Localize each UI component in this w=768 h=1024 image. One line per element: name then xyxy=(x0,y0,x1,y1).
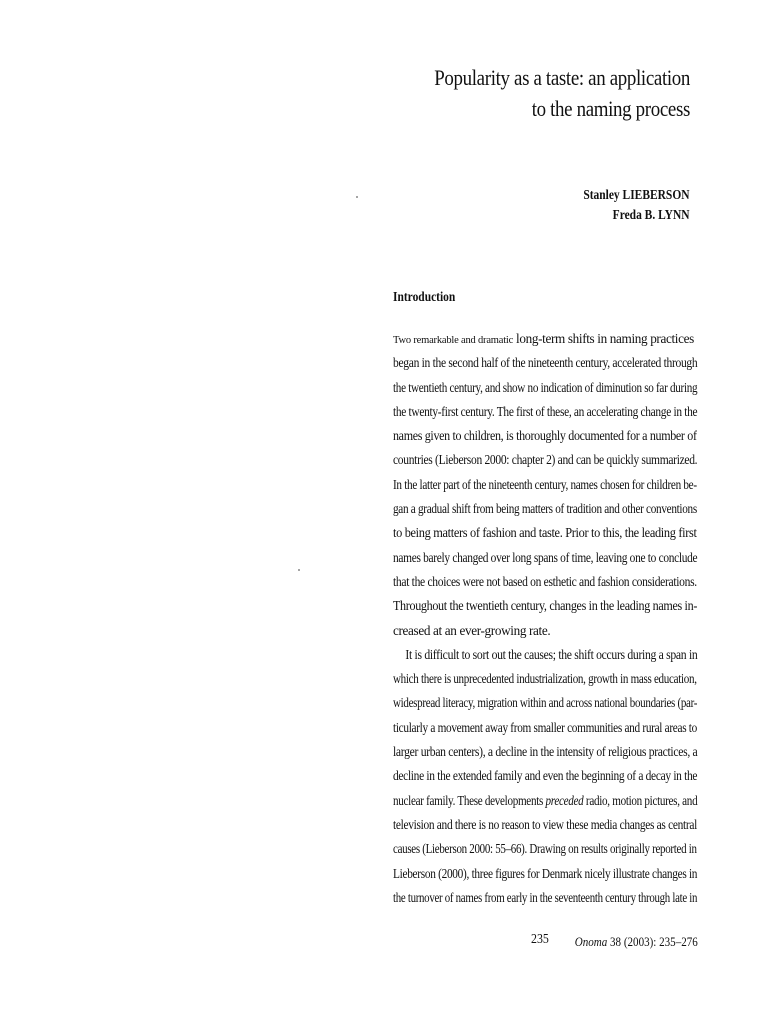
journal-name: Onoma xyxy=(574,934,608,949)
text-line: It is difficult to sort out the causes; the shift occurs during a span in xyxy=(405,646,698,662)
scan-speck xyxy=(298,569,300,571)
title-line-1: Popularity as a taste: an application xyxy=(434,65,690,90)
text-line: that the choices were not based on esthetic and fashion considerations. xyxy=(393,573,697,589)
text-line: larger urban centers), a decline in the intensity of religious practices, a xyxy=(393,744,698,760)
text-line: decline in the extended family and even the beginning of a decay in the xyxy=(393,768,698,784)
text-line: television and there is no reason to view these media changes as central xyxy=(393,816,697,832)
text-line: countries (Lieberson 2000: chapter 2) and can be quickly summarized. xyxy=(393,452,698,468)
text-line: began in the second half of the nineteenth century, accelerated through xyxy=(393,355,698,371)
author-list xyxy=(584,186,690,226)
section-heading: Introduction xyxy=(393,290,456,305)
scan-speck xyxy=(356,196,358,198)
text-line: widespread literacy, migration within and across national boundaries (par- xyxy=(393,695,698,711)
small-caps-lead: Two remarkable and dramatic xyxy=(393,335,514,346)
body-text xyxy=(393,329,697,912)
emphasis: preceded xyxy=(545,792,584,808)
author-1: Stanley LIEBERSON xyxy=(583,188,690,203)
text-line: names barely changed over long spans of time, leaving one to conclude xyxy=(393,549,698,565)
text-line: to being matters of fashion and taste. Prior to this, the leading first xyxy=(393,525,697,541)
text-line-pre: nuclear family. These developments xyxy=(393,792,546,808)
text-line: causes (Lieberson 2000: 55–66). Drawing on results originally reported in xyxy=(393,841,697,857)
text-line: Throughout the twentieth century, changes in the leading names in- xyxy=(393,598,698,614)
journal-citation xyxy=(575,934,698,950)
text-line-post: radio, motion pictures, and xyxy=(583,792,698,808)
article-title xyxy=(398,62,690,124)
text-line: Lieberson (2000), three figures for Denmark nicely illustrate changes in xyxy=(393,865,698,881)
text-line: ticularly a movement away from smaller communities and rural areas to xyxy=(393,719,697,735)
text-line-rest: long-term shifts in naming practices xyxy=(513,331,694,346)
text-line: the turnover of names from early in the seventeenth century through late in xyxy=(393,889,698,905)
text-line: creased at an ever-growing rate. xyxy=(393,622,551,638)
text-line: the twenty-first century. The first of these, an accelerating change in the xyxy=(393,403,698,419)
text-line xyxy=(393,329,697,353)
text-line: In the latter part of the nineteenth century, names chosen for children be- xyxy=(393,476,697,492)
journal-volume-pages: 38 (2003): 235–276 xyxy=(607,934,698,949)
text-line: the twentieth century, and show no indication of diminution so far during xyxy=(393,379,698,395)
text-line: names given to children, is thoroughly documented for a number of xyxy=(393,428,697,444)
author-2: Freda B. LYNN xyxy=(613,208,690,223)
text-line: gan a gradual shift from being matters of tradition and other conventions xyxy=(393,501,697,517)
page-number: 235 xyxy=(531,932,549,947)
text-line: which there is unprecedented industrialization, growth in mass education, xyxy=(393,671,697,687)
title-line-2: to the naming process xyxy=(531,96,690,121)
text-line xyxy=(393,791,698,815)
